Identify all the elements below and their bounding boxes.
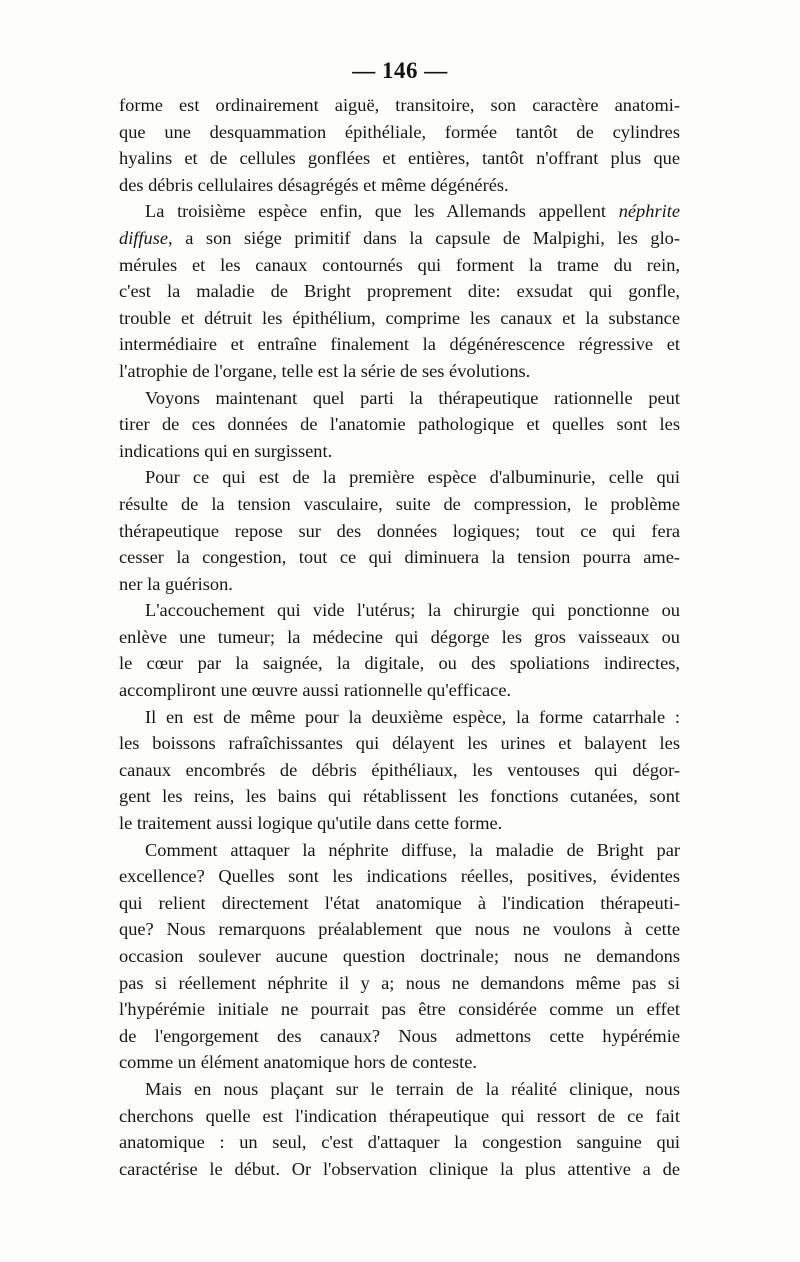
line-text: tirer de ces données de l'anatomie pathologique et quelles sont les xyxy=(119,414,680,435)
line-text: La troisième espèce enfin, que les Allemands appellent xyxy=(145,201,619,222)
text-line xyxy=(119,119,680,146)
line-text: cesser la congestion, tout ce qui diminuera la tension pourra ame- xyxy=(119,547,680,568)
line-text: Pour ce qui est de la première espèce d'albuminurie, celle qui xyxy=(145,467,680,488)
text-line xyxy=(119,890,680,917)
line-text: les boissons rafraîchissantes qui délayent les urines et balayent les xyxy=(119,733,680,754)
line-text: Voyons maintenant quel parti la thérapeutique rationnelle peut xyxy=(145,387,680,408)
text-line xyxy=(119,1103,680,1130)
text-line xyxy=(119,464,680,491)
text-line xyxy=(119,650,680,677)
line-text: enlève une tumeur; la médecine qui dégorge les gros vaisseaux ou xyxy=(119,626,680,647)
line-text: accompliront une œuvre aussi rationnelle qu'efficace. xyxy=(119,680,512,701)
text-line xyxy=(119,783,680,810)
text-line xyxy=(119,252,680,279)
line-text: occasion soulever aucune question doctrinale; nous ne demandons xyxy=(119,946,680,966)
line-text: , a son siége primitif dans la capsule de Malpighi, les glo- xyxy=(168,227,680,248)
text-line xyxy=(119,225,680,252)
text-line xyxy=(119,943,680,970)
line-text: ner la guérison. xyxy=(119,573,233,594)
line-text: le traitement aussi logique qu'utile dans cette forme. xyxy=(119,813,503,834)
text-line xyxy=(119,1023,680,1050)
text-line xyxy=(119,757,680,784)
body-text xyxy=(119,92,680,1182)
page-number: — 146 — xyxy=(352,58,448,83)
text-line xyxy=(119,704,680,731)
text-line xyxy=(119,278,680,305)
text-line xyxy=(119,385,680,412)
line-text: anatomique : un seul, c'est d'attaquer la congestion sanguine qui xyxy=(119,1132,680,1153)
text-line xyxy=(119,597,680,624)
line-text: pas si réellement néphrite il y a; nous ne demandons même pas si xyxy=(119,972,680,993)
text-line xyxy=(119,1076,680,1103)
text-line xyxy=(119,145,680,172)
text-line xyxy=(119,438,680,465)
line-text: L'accouchement qui vide l'utérus; la chirurgie qui ponctionne ou xyxy=(145,600,680,621)
line-text: qui relient directement l'état anatomique à l'indication thérapeuti- xyxy=(119,892,680,913)
line-text: indications qui en surgissent. xyxy=(119,440,333,461)
text-line xyxy=(119,571,680,598)
text-line xyxy=(119,1049,680,1076)
text-line xyxy=(119,1129,680,1156)
line-text: caractérise le début. Or l'observation clinique la plus attentive a de xyxy=(119,1158,680,1179)
line-text: hyalins et de cellules gonflées et entières, tantôt n'offrant plus que xyxy=(119,148,680,169)
text-line xyxy=(119,331,680,358)
line-text: canaux encombrés de débris épithéliaux, les ventouses qui dégor- xyxy=(119,759,680,780)
line-text: résulte de la tension vasculaire, suite de compression, le problème xyxy=(119,493,680,514)
line-text: que? Nous remarquons préalablement que nous ne voulons à cette xyxy=(119,919,680,940)
line-text: Mais en nous plaçant sur le terrain de la réalité clinique, nous xyxy=(145,1078,680,1099)
italic-term: diffuse xyxy=(119,227,169,248)
line-text: intermédiaire et entraîne finalement la dégénérescence régressive et xyxy=(119,334,680,355)
text-line xyxy=(119,1156,680,1183)
line-text: Il en est de même pour la deuxième espèce, la forme catarrhale : xyxy=(145,706,680,727)
line-text: excellence? Quelles sont les indications réelles, positives, évidentes xyxy=(119,866,680,887)
text-line xyxy=(119,198,680,225)
line-text: mérules et les canaux contournés qui forment la trame du rein, xyxy=(119,254,680,275)
text-line xyxy=(119,863,680,890)
text-line xyxy=(119,730,680,757)
text-line xyxy=(119,518,680,545)
text-line xyxy=(119,837,680,864)
line-text: l'atrophie de l'organe, telle est la série de ses évolutions. xyxy=(119,360,531,381)
line-text: thérapeutique repose sur des données logiques; tout ce qui fera xyxy=(119,520,680,541)
italic-term: néphrite xyxy=(618,201,680,222)
line-text: que une desquammation épithéliale, formée tantôt de cylindres xyxy=(119,121,680,142)
text-line xyxy=(119,172,680,199)
text-line xyxy=(119,916,680,943)
line-text: l'hypérémie initiale ne pourrait pas être considérée comme un effet xyxy=(119,999,680,1020)
line-text: Comment attaquer la néphrite diffuse, la maladie de Bright par xyxy=(145,839,680,860)
text-line xyxy=(119,544,680,571)
line-text: comme un élément anatomique hors de conteste. xyxy=(119,1052,477,1073)
text-line xyxy=(119,677,680,704)
line-text: cherchons quelle est l'indication thérapeutique qui ressort de ce fait xyxy=(119,1105,680,1126)
text-line xyxy=(119,92,680,119)
line-text: des débris cellulaires désagrégés et même dégénérés. xyxy=(119,174,509,195)
text-line xyxy=(119,491,680,518)
text-line xyxy=(119,358,680,385)
text-line xyxy=(119,624,680,651)
text-line xyxy=(119,970,680,997)
line-text: forme est ordinairement aiguë, transitoire, son caractère anatomi- xyxy=(119,95,680,115)
text-line xyxy=(119,996,680,1023)
line-text: gent les reins, les bains qui rétablissent les fonctions cutanées, sont xyxy=(119,786,680,807)
line-text: c'est la maladie de Bright proprement dite: exsudat qui gonfle, xyxy=(119,281,680,302)
text-line xyxy=(119,411,680,438)
line-text: le cœur par la saignée, la digitale, ou des spoliations indirectes, xyxy=(119,653,680,674)
line-text: trouble et détruit les épithélium, comprime les canaux et la substance xyxy=(119,307,680,328)
line-text: de l'engorgement des canaux? Nous admettons cette hypérémie xyxy=(119,1025,680,1046)
text-line xyxy=(119,810,680,837)
text-line xyxy=(119,305,680,332)
